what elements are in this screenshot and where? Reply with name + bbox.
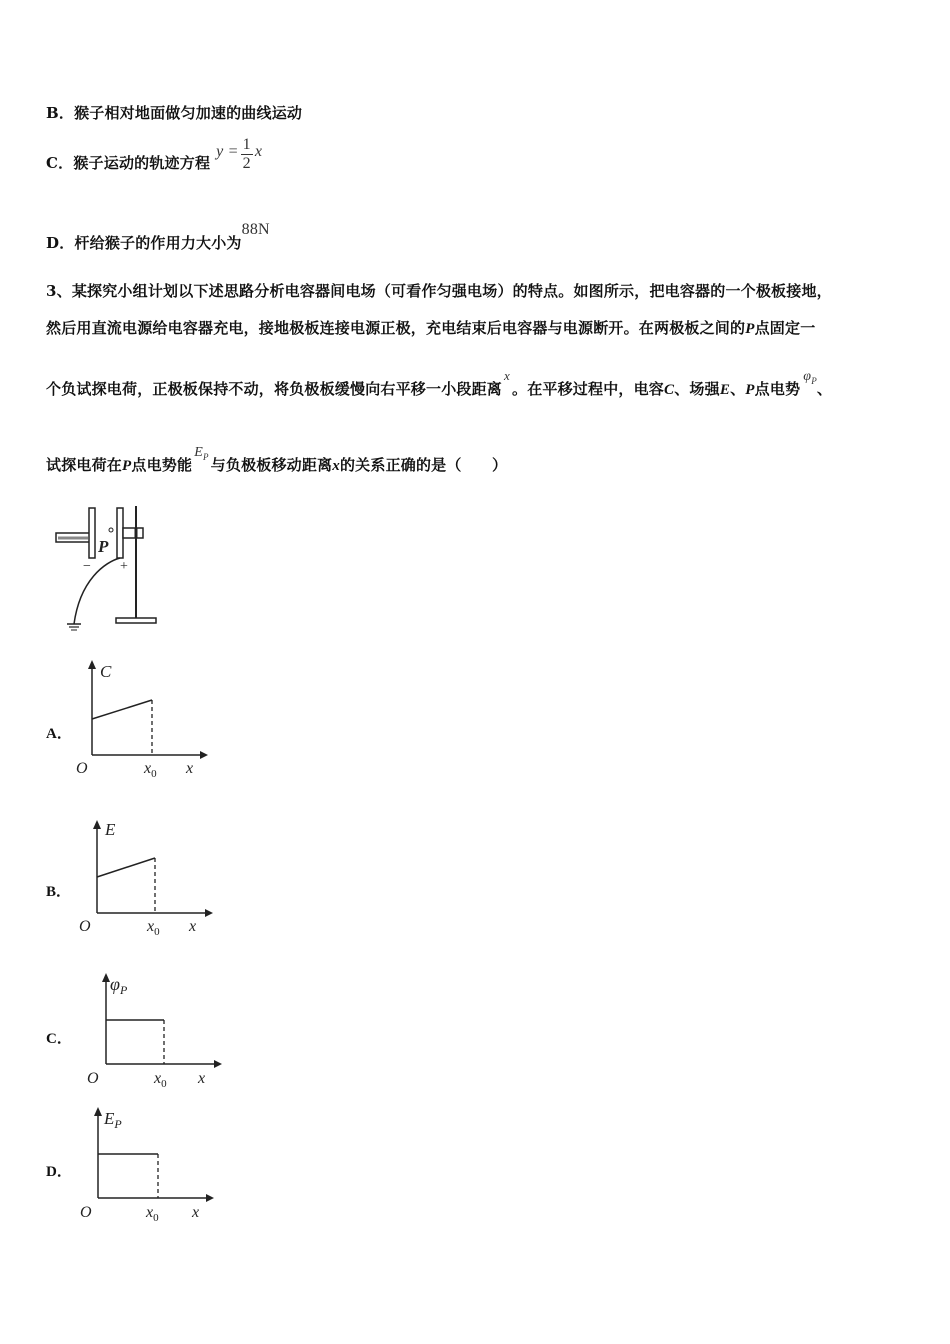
point-p-dot [109, 528, 113, 532]
y-symbol: φ [110, 974, 120, 994]
y-axis-arrow [102, 973, 110, 982]
option-d-value: 88N [241, 221, 270, 238]
option-c-label: C． [46, 153, 74, 172]
q-var-p: P [122, 458, 132, 474]
q-text: 、 [816, 380, 833, 398]
option-b-text: 猴子相对地面做匀加速的曲线运动 [74, 104, 303, 122]
origin-label: O [80, 1204, 92, 1221]
option-c [46, 135, 263, 184]
x-axis-arrow [200, 751, 208, 759]
y-axis-label: C [100, 662, 112, 681]
q-text: 、 [730, 380, 746, 398]
q-text: 与负极板移动距离 [210, 456, 333, 474]
origin-label: O [76, 760, 88, 777]
q-var-c: C [664, 382, 675, 398]
x-axis-arrow [206, 1194, 214, 1202]
origin-label: O [79, 918, 91, 935]
x-axis-label: x [186, 760, 194, 777]
option-d-label: D． [46, 234, 75, 252]
graph-a-label[interactable]: A． [46, 726, 72, 742]
q-var-phi [803, 369, 817, 384]
fraction-denominator: 2 [242, 154, 251, 172]
y-axis-arrow [94, 1107, 102, 1116]
question-line-4 [46, 445, 508, 476]
option-c-text: 猴子运动的轨迹方程 [73, 153, 211, 172]
graph-c-label[interactable]: C． [46, 1031, 72, 1047]
x0-symbol: x [144, 760, 152, 777]
option-b [46, 102, 302, 123]
q-var-p: P [745, 382, 755, 398]
x0-label [145, 1204, 159, 1224]
q-text: 点电势能 [131, 456, 193, 474]
option-d [46, 221, 270, 253]
graph-b[interactable] [75, 815, 215, 945]
q-var-e: E [719, 382, 731, 398]
phi-symbol: φ [803, 369, 812, 384]
q-text: 、场强 [674, 380, 720, 398]
capacitor-apparatus-figure [50, 500, 170, 635]
q-var-x: x [504, 368, 510, 383]
graph-a[interactable] [70, 655, 210, 785]
graph-d[interactable] [76, 1102, 216, 1232]
question-line-3 [46, 368, 833, 400]
y-sub: P [114, 1117, 122, 1131]
y-sub: P [119, 983, 128, 997]
minus-sign: − [83, 559, 91, 574]
y-axis-label [103, 1109, 122, 1131]
positive-plate [117, 508, 123, 558]
equation-var: x [254, 143, 263, 160]
x0-label [146, 918, 160, 938]
origin-label: O [87, 1070, 99, 1087]
q-text: 。在平移过程中，电容 [512, 380, 665, 398]
q-text: 点固定一 [754, 319, 816, 337]
question-line-1: 3、某探究小组计划以下述思路分析电容器间电场（可看作匀强电场）的特点。如图所示，把电容器的一个极板接地， [46, 282, 832, 300]
equation-lhs: y = [216, 143, 239, 160]
q-text: 点电势 [754, 380, 801, 398]
option-b-label: B． [46, 104, 75, 122]
q-var-ep [194, 445, 208, 460]
q-text: 然后用直流电源给电容器充电，接地极板连接电源正极，充电结束后电容器与电源断开。在两极板之间的 [46, 319, 746, 337]
q-text: 的关系正确的是（ ） [339, 456, 508, 474]
graph-line [97, 858, 155, 877]
point-p-label: P [98, 537, 109, 556]
fraction-numerator: 1 [242, 135, 251, 153]
x0-sub: 0 [154, 926, 160, 938]
y-symbol: E [104, 1109, 115, 1128]
negative-plate [89, 508, 95, 558]
equation-fraction [241, 136, 253, 173]
phi-sub: P [811, 375, 817, 386]
x0-label [143, 760, 157, 780]
x0-sub: 0 [161, 1078, 167, 1090]
ep-symbol: E [194, 445, 203, 460]
clamp [123, 528, 143, 538]
option-d-text: 杆给猴子的作用力大小为 [74, 234, 242, 252]
q-text: 个负试探电荷，正极板保持不动，将负极板缓慢向右平移一小段距离 [46, 380, 503, 398]
x0-symbol: x [146, 1204, 154, 1221]
x-axis-label: x [192, 1204, 200, 1221]
graph-c[interactable] [84, 968, 224, 1098]
x-axis-label: x [198, 1070, 206, 1087]
x0-sub: 0 [153, 1212, 159, 1224]
x-axis-arrow [214, 1060, 222, 1068]
x0-sub: 0 [151, 768, 157, 780]
ground-wire [74, 558, 120, 624]
q-var-p: P [745, 321, 755, 337]
stand-base [116, 618, 156, 623]
q-text: 试探电荷在 [46, 456, 123, 474]
x-axis-label: x [189, 918, 197, 935]
y-axis-arrow [93, 820, 101, 829]
x0-label [153, 1070, 167, 1090]
ep-sub: P [202, 451, 209, 462]
y-axis-arrow [88, 660, 96, 669]
question-line-2 [46, 317, 815, 338]
x-axis-arrow [205, 909, 213, 917]
q-var-x: x [332, 458, 340, 474]
x0-symbol: x [154, 1070, 162, 1087]
y-axis-label [110, 974, 128, 997]
plus-sign: + [120, 559, 128, 574]
graph-b-label[interactable]: B． [46, 884, 72, 900]
x0-symbol: x [147, 918, 155, 935]
graph-line [92, 700, 152, 719]
graph-d-label[interactable]: D． [46, 1164, 72, 1180]
y-axis-label: E [105, 820, 116, 839]
